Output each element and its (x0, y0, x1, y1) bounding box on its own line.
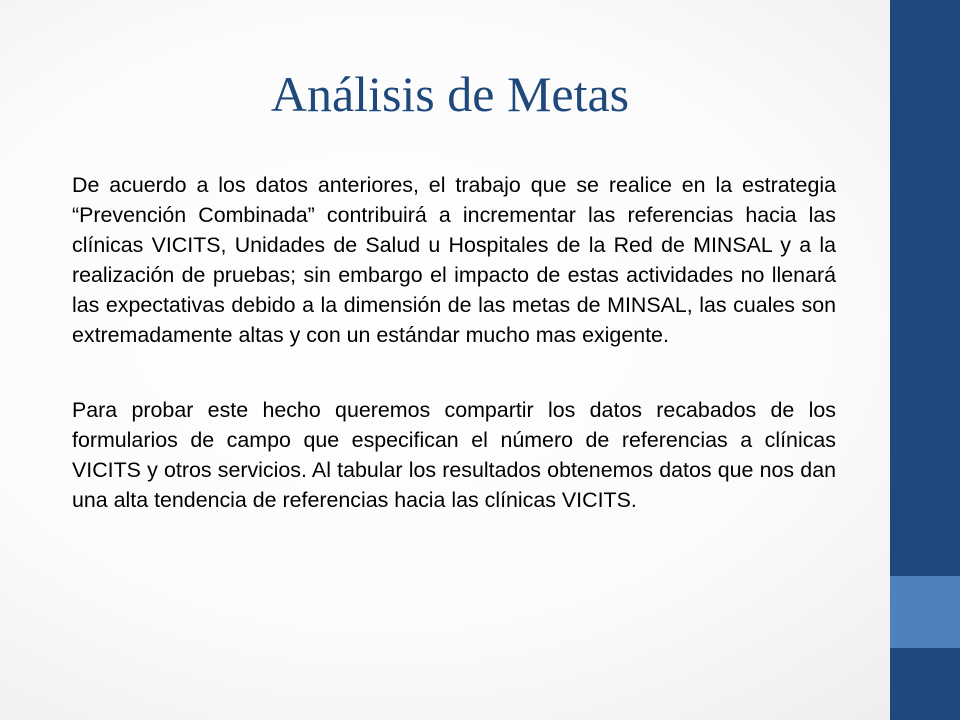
slide-title: Análisis de Metas (270, 66, 630, 122)
slide-body (72, 170, 836, 515)
decorative-sidebar (890, 0, 960, 720)
sidebar-accent-block (890, 576, 960, 648)
body-paragraph-2: Para probar este hecho queremos compartir los datos recabados de los formularios de campo que especifican el número de referencias a clínicas VICITS y otros servicios. Al tabular los resultados obtenemos datos que nos dan una alta tendencia de referencias hacia las clínicas VICITS. (72, 397, 836, 512)
sidebar-dark-bottom-block (890, 648, 960, 720)
body-paragraph-1: De acuerdo a los datos anteriores, el trabajo que se realice en la estrategia “Prevención Combinada” contribuirá a incrementar las referencias hacia las clínicas VICITS, Unidades de Salud u Hospitales de la Red de MINSAL y a la realización de pruebas; sin embargo el impacto de estas actividades no llenará las expectativas debido a la dimensión de las metas de MINSAL, las cuales son extremadamente altas y con un estándar mucho mas exigente. (72, 173, 836, 348)
sidebar-dark-block (890, 0, 960, 576)
